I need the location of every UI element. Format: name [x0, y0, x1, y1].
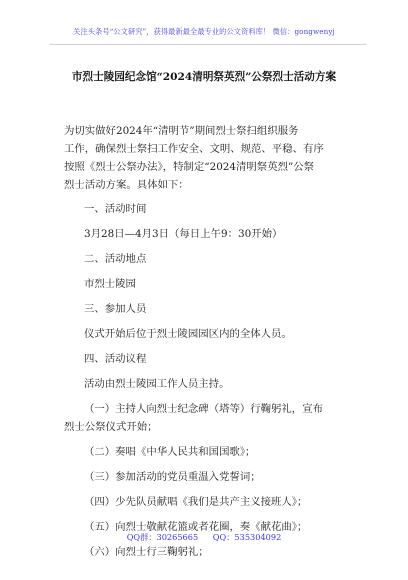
agenda-item-5: （五）向烈士敬献花篮或者花圈，奏《献花曲》；	[84, 521, 308, 533]
paragraph-line: 烈士活动方案。具体如下：	[64, 179, 189, 191]
header-divider	[50, 44, 366, 45]
paragraph-line: 按照《烈士公祭办法》，特制定“2024清明祭英烈”公祭	[64, 161, 315, 173]
paragraph-line: 为切实做好2024年“清明节”期间烈士祭扫组织服务	[64, 125, 299, 137]
section-heading-time: 一、活动时间	[84, 203, 147, 215]
footer-contact	[0, 532, 408, 543]
agenda-item-1-cont: 烈士公祭仪式开始；	[64, 421, 158, 433]
agenda-item-2: （二）奏唱《中华人民共和国国歌》；	[84, 446, 256, 458]
agenda-item-1: （一）主持人向烈士纪念碑（塔等）行鞠躬礼，宣布	[84, 403, 323, 415]
section-content-location: 市烈士陵园	[84, 278, 136, 290]
section-content-participants: 仪式开始后位于烈士陵园园区内的全体人员。	[84, 328, 292, 340]
section-heading-participants: 三、参加人员	[84, 303, 147, 315]
footer-qq: QQ：535304092	[212, 532, 282, 542]
header-banner: 关注头条号“公文研究”，获得最新最全最专业的公文资料库！ 微信：gongwenyj	[73, 27, 335, 36]
agenda-item-4: （四）少先队员献唱《我们是共产主义接班人》；	[84, 496, 308, 508]
section-heading-location: 二、活动地点	[84, 253, 147, 265]
paragraph-line: 工作，确保烈士祭扫工作安全、文明、规范、平稳、有序	[64, 143, 324, 155]
footer-qq-group: QQ群：30265665	[126, 532, 199, 542]
document-title: 市烈士陵园纪念馆“2024清明祭英烈”公祭烈士活动方案	[71, 71, 337, 83]
agenda-intro: 活动由烈士陵园工作人员主持。	[84, 378, 230, 390]
agenda-item-3: （三）参加活动的党员重温入党誓词；	[84, 471, 261, 483]
section-content-time: 3月28日—4月3日（每日上午9：30开始）	[84, 228, 283, 240]
agenda-item-6: （六）向烈士行三鞠躬礼；	[84, 546, 209, 558]
section-heading-agenda: 四、活动议程	[84, 353, 147, 365]
